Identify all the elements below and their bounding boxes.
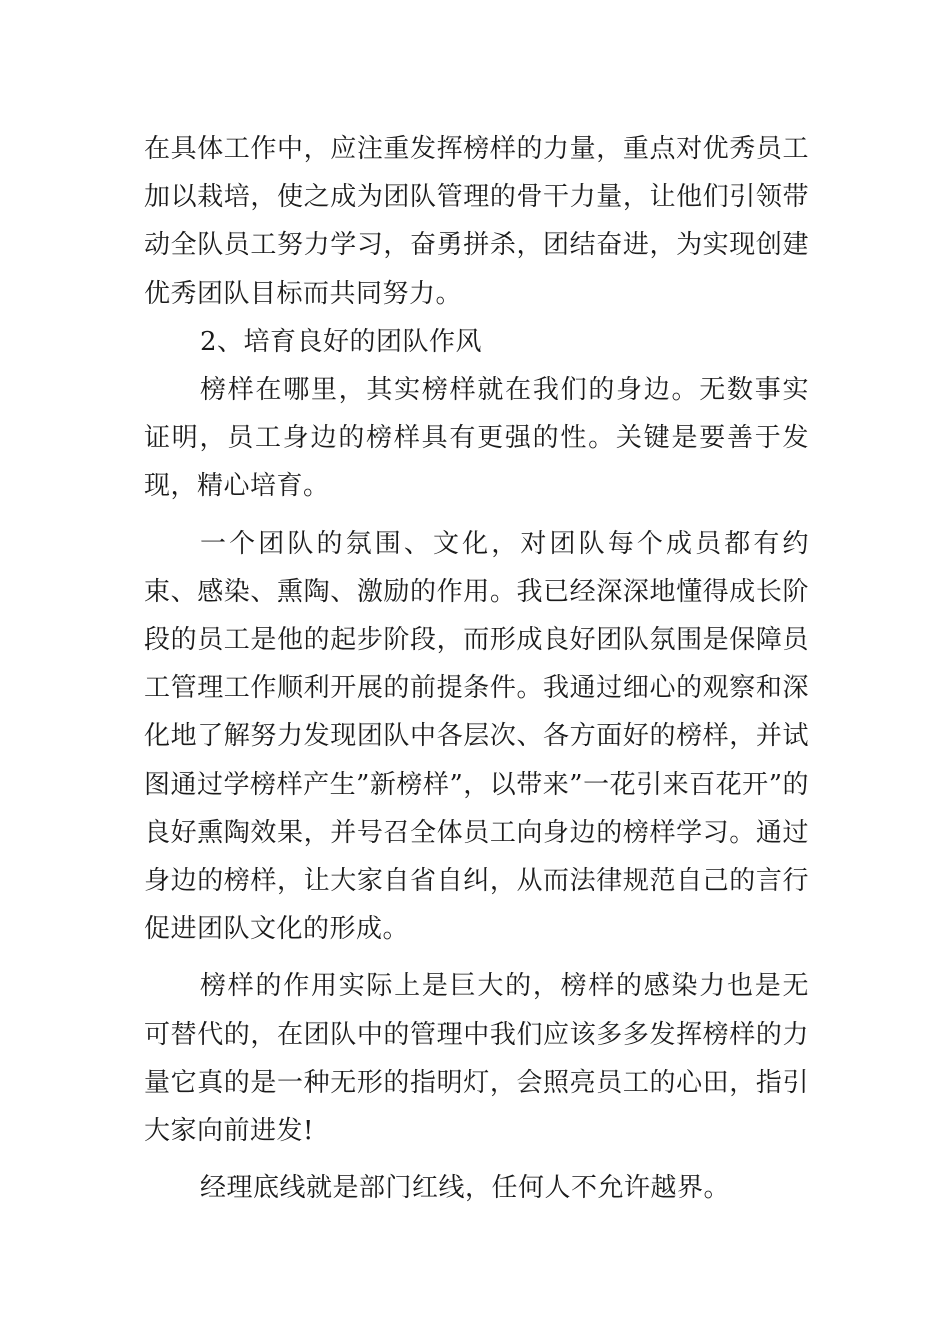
section-heading: 2、培育良好的团队作风 (200, 326, 483, 357)
paragraph: 在具体工作中，应注重发挥榜样的力量，重点对优秀员工加以栽培，使之成为团队管理的骨干力量，让他们引领带动全队员工努力学习，奋勇拼杀，团结奋进，为实现创建优秀团队目标而共同努力。 (144, 134, 809, 309)
paragraph: 榜样的作用实际上是巨大的，榜样的感染力也是无可替代的，在团队中的管理中我们应该多多发挥榜样的力量它真的是一种无形的指明灯，会照亮员工的心田，指引大家向前进发! (144, 971, 809, 1147)
document-body (144, 125, 809, 1212)
paragraph: 经理底线就是部门红线，任何人不允许越界。 (200, 1173, 731, 1204)
paragraph: 榜样在哪里，其实榜样就在我们的身边。无数事实证明，员工身边的榜样具有更强的性。关键是要善于发现，精心培育。 (144, 375, 809, 502)
paragraph: 一个团队的氛围、文化，对团队每个成员都有约束、感染、熏陶、激励的作用。我已经深深地懂得成长阶段的员工是他的起步阶段，而形成良好团队氛围是保障员工管理工作顺利开展的前提条件。我通过细心的观察和深化地了解努力发现团队中各层次、各方面好的榜样，并试图通过学榜样产生”新榜样”，以带来”一花引来百花开”的良好熏陶效果，并号召全体员工向身边的榜样学习。通过身边的榜样，让大家自省自纠，从而法律规范自己的言行促进团队文化的形成。 (144, 528, 809, 945)
